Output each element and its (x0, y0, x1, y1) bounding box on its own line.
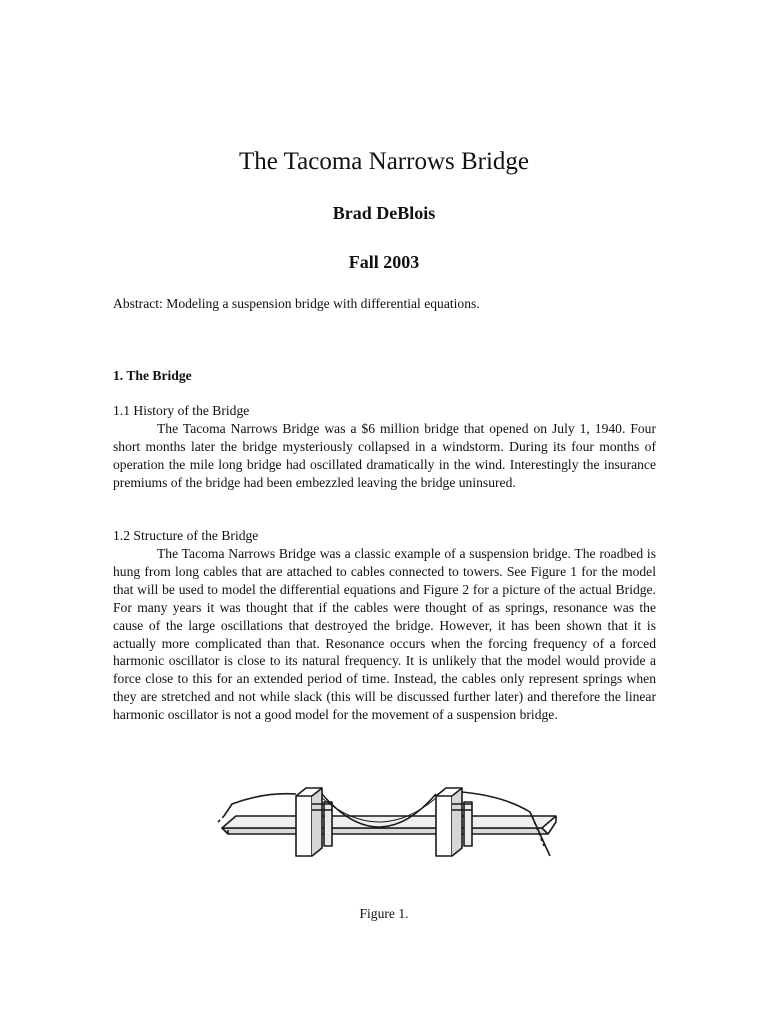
author-name: Brad DeBlois (332, 203, 436, 223)
figure-caption: Figure 1. (359, 906, 409, 921)
abstract-text: Abstract: Modeling a suspension bridge with differential equations. (113, 296, 480, 311)
subsection-heading-structure: 1.2 Structure of the Bridge (113, 528, 259, 543)
bridge-figure (214, 786, 558, 860)
left-tower-front (296, 796, 312, 856)
document-title: The Tacoma Narrows Bridge (238, 148, 530, 175)
bridge-deck (222, 828, 548, 834)
right-tower-front (436, 796, 452, 856)
subsection-heading-history: 1.1 History of the Bridge (113, 403, 250, 418)
left-tower-side (312, 788, 322, 856)
left-anchor-cable (224, 794, 296, 816)
paragraph-history: The Tacoma Narrows Bridge was a $6 million bridge that opened on July 1, 1940. Four short months later the bridge mysteriously collapsed in a windstorm. During its four months of operation the mile long bridge had oscillated dramatically in the wind. Interestingly the insurance premiums of the bridge had been embezzled leaving the bridge uninsured. (113, 421, 656, 490)
suspension-bridge-diagram (214, 786, 558, 860)
right-tower-side (452, 788, 462, 856)
document-date: Fall 2003 (348, 252, 420, 272)
paragraph-structure: The Tacoma Narrows Bridge was a classic example of a suspension bridge. The roadbed is hung from long cables that are attached to cables connected to towers. See Figure 1 for the model that will be used to model the differential equations and Figure 2 for a picture of the actual Bridge. For many years it was thought that if the cables were thought of as springs, resonance was the cause of the large oscillations that destroyed the bridge. However, it has been shown that it is actually more complicated than that. Resonance occurs when the forcing frequency of a forced harmonic oscillator is close to its natural frequency. It is unlikely that the model would provide a force close to this for an extended period of time. Instead, the cables only represent springs when they are stretched and not while slack (this will be discussed further later) and therefore the linear harmonic oscillator is not a good model for the movement of a suspension bridge. (113, 546, 656, 723)
section-heading: 1. The Bridge (113, 368, 192, 383)
